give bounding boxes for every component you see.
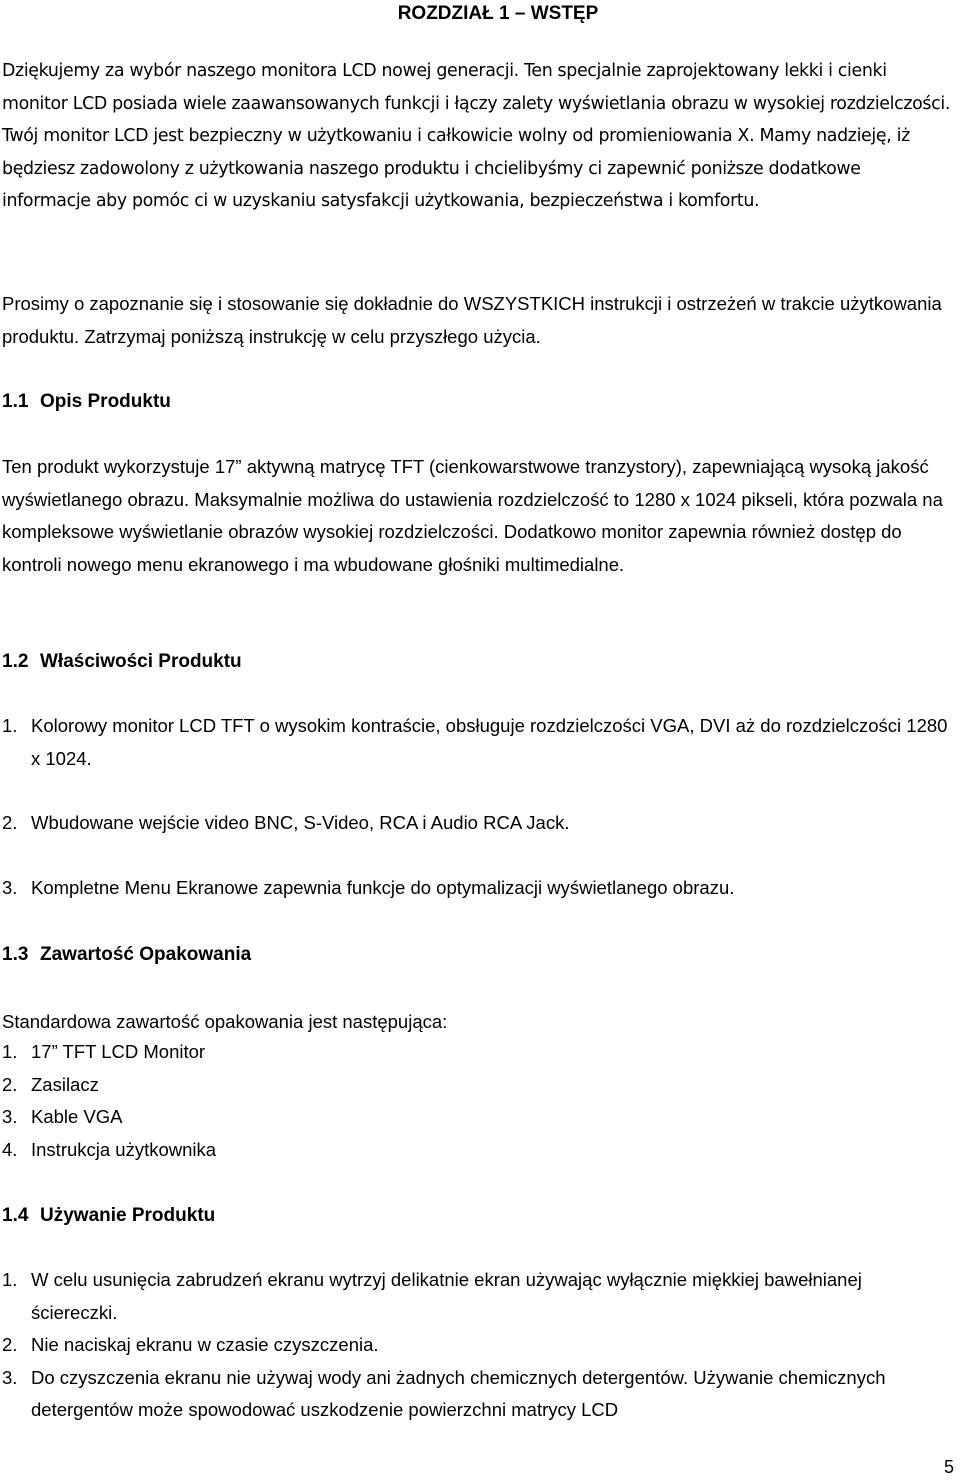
list-item <box>2 1134 952 1167</box>
list-item <box>2 1329 952 1362</box>
package-intro <box>2 1006 952 1039</box>
section-title: Zawartość Opakowania <box>40 944 252 965</box>
section-title: Opis Produktu <box>40 391 171 412</box>
instructions-paragraph-text: Prosimy o zapoznanie się i stosowanie się dokładnie do WSZYSTKICH instrukcji i ostrzeżeń w trakcie użytkowania produktu. Zatrzymaj poniższą instrukcję w celu przyszłego użycia. <box>2 293 942 347</box>
section-title: Używanie Produktu <box>40 1205 216 1226</box>
list-item-text: Instrukcja użytkownika <box>31 1138 217 1160</box>
section-heading-1-4 <box>2 1204 215 1228</box>
list-item-number: 3. <box>2 1106 18 1128</box>
section-heading-1-2 <box>2 650 242 674</box>
list-item-text: Nie naciskaj ekranu w czasie czyszczenia. <box>31 1334 379 1356</box>
list-item-number: 2. <box>2 1334 18 1356</box>
list-item-number: 4. <box>2 1138 18 1160</box>
list-item <box>2 807 952 840</box>
chapter-title: ROZDZIAŁ 1 – WSTĘP <box>397 3 599 24</box>
list-item <box>2 1101 952 1134</box>
list-item-text: Zasilacz <box>31 1073 99 1095</box>
product-description-text: Ten produkt wykorzystuje 17” aktywną matrycę TFT (cienkowarstwowe tranzystory), zapewniającą wysoką jakość wyświetlanego obrazu. Maksymalnie możliwa do ustawienia rozdzielczość to 1280 x 1024 pikseli, która pozwala na kompleksowe wyświetlanie obrazów wysokiej rozdzielczości. Dodatkowo monitor zapewnia również dostęp do kontroli nowego menu ekranowego i ma wbudowane głośniki multimedialne. <box>2 456 943 575</box>
list-item-text: Do czyszczenia ekranu nie używaj wody ani żadnych chemicznych detergentów. Używanie chemicznych detergentów może spowodować uszkodzenie powierzchni matrycy LCD <box>31 1366 886 1421</box>
list-item-number: 1. <box>2 1041 18 1062</box>
list-item-number: 1. <box>2 715 18 736</box>
intro-paragraph-text: Dziękujemy za wybór naszego monitora LCD nowej generacji. Ten specjalnie zaprojektowany lekki i cienki monitor LCD posiada wiele zaawansowanych funkcji i łączy zalety wyświetlania obrazu w wysokiej rozdzielczości. Twój monitor LCD jest bezpieczny w użytkowaniu i całkowicie wolny od promieniowania X. Mamy nadzieję, iż będziesz zadowolony z użytkowania naszego produktu i chcielibyśmy ci zapewnić poniższe dodatkowe informacje aby pomóc ci w uzyskaniu satysfakcji użytkowania, bezpieczeństwa i komfortu. <box>2 61 950 212</box>
list-item <box>2 710 952 775</box>
product-description-paragraph <box>2 451 952 581</box>
section-heading-1-1 <box>2 390 171 414</box>
list-item-text: Kompletne Menu Ekranowe zapewnia funkcje do optymalizacji wyświetlanego obrazu. <box>31 876 735 898</box>
section-number: 1.2 <box>2 651 29 672</box>
list-item <box>2 872 952 905</box>
list-item <box>2 1036 952 1069</box>
section-number: 1.1 <box>2 391 29 412</box>
list-item-text: 17” TFT LCD Monitor <box>31 1041 206 1062</box>
package-contents-list <box>2 1036 952 1166</box>
list-item-number: 3. <box>2 1366 18 1388</box>
list-item-text: Kable VGA <box>31 1106 123 1128</box>
list-item-text: Wbudowane wejście video BNC, S-Video, RCA i Audio RCA Jack. <box>31 812 570 834</box>
features-list <box>2 710 952 904</box>
list-item-number: 2. <box>2 1073 18 1095</box>
package-intro-text: Standardowa zawartość opakowania jest następująca: <box>2 1011 448 1032</box>
list-item-number: 2. <box>2 812 18 834</box>
list-item-text: W celu usunięcia zabrudzeń ekranu wytrzyj delikatnie ekran używając wyłącznie miękkiej bawełnianej ściereczki. <box>31 1269 862 1323</box>
list-item <box>2 1264 952 1329</box>
list-item-number: 1. <box>2 1269 18 1290</box>
section-title: Właściwości Produktu <box>40 651 242 672</box>
usage-list <box>2 1264 952 1427</box>
intro-paragraph <box>2 55 952 218</box>
section-heading-1-3 <box>2 943 251 967</box>
section-number: 1.3 <box>2 944 29 965</box>
list-item <box>2 1362 952 1427</box>
section-number: 1.4 <box>2 1205 29 1226</box>
list-item-number: 3. <box>2 876 18 898</box>
list-item-text: Kolorowy monitor LCD TFT o wysokim kontraście, obsługuje rozdzielczości VGA, DVI aż do rozdzielczości 1280 x 1024. <box>31 715 948 769</box>
instructions-paragraph <box>2 288 952 353</box>
list-item <box>2 1069 952 1102</box>
page-number: 5 <box>943 1457 954 1477</box>
